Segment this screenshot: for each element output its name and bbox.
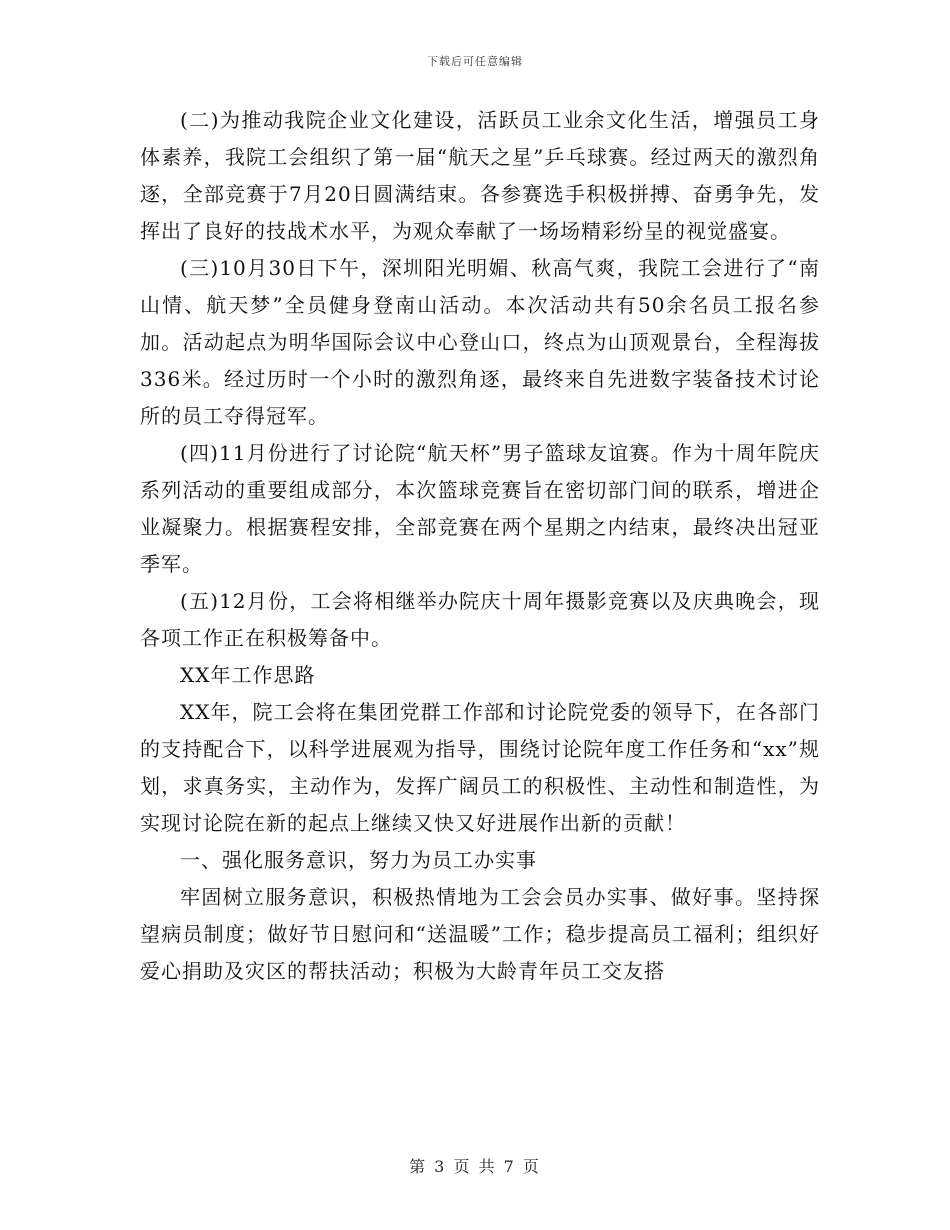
subheading: 一、强化服务意识，努力为员工办实事	[180, 848, 537, 872]
page-header: 下载后可任意编辑	[427, 55, 523, 68]
paragraph-basketball: (四)11月份进行了讨论院“航天杯”男子篮球友谊赛。作为十周年院庆系列活动的重要组成部分，本次篮球竞赛旨在密切部门间的联系，增进企业凝聚力。根据赛程安排，全部竞赛在两个星期之内结束，最终决出冠亚季军。	[140, 441, 820, 576]
paragraph-photography: (五)12月份，工会将相继举办院庆十周年摄影竞赛以及庆典晚会，现各项工作正在积极筹备中。	[140, 589, 820, 650]
section-paragraph: XX年，院工会将在集团党群工作部和讨论院党委的领导下，在各部门的支持配合下，以科学进展观为指导，围绕讨论院年度工作任务和“xx”规划，求真务实，主动作为，发挥广阔员工的积极性、主动性和制造性，为实现讨论院在新的起点上继续又快又好进展作出新的贡献！	[140, 700, 820, 835]
section-title: XX年工作思路	[180, 663, 316, 687]
subheading-paragraph: 牢固树立服务意识，积极热情地为工会会员办实事、做好事。坚持探望病员制度；做好节日慰问和“送温暖”工作；稳步提高员工福利；组织好爱心捐助及灾区的帮扶活动；积极为大龄青年员工交友搭	[140, 885, 820, 983]
paragraph-hiking: (三)10月30日下午，深圳阳光明媚、秋高气爽，我院工会进行了“南山情、航天梦”全员健身登南山活动。本次活动共有50余名员工报名参加。活动起点为明华国际会议中心登山口，终点为山顶观景台，全程海拔336米。经过历时一个小时的激烈角逐，最终来自先进数字装备技术讨论所的员工夺得冠军。	[140, 256, 820, 428]
paragraph-table-tennis: (二)为推动我院企业文化建设，活跃员工业余文化生活，增强员工身体素养，我院工会组织了第一届“航天之星”乒乓球赛。经过两天的激烈角逐，全部竞赛于7月20日圆满结束。各参赛选手积极拼搏、奋勇争先，发挥出了良好的技战术水平，为观众奉献了一场场精彩纷呈的视觉盛宴。	[140, 108, 820, 243]
document-body	[140, 102, 820, 990]
page-footer: 第 3 页 共 7 页	[409, 1157, 541, 1176]
